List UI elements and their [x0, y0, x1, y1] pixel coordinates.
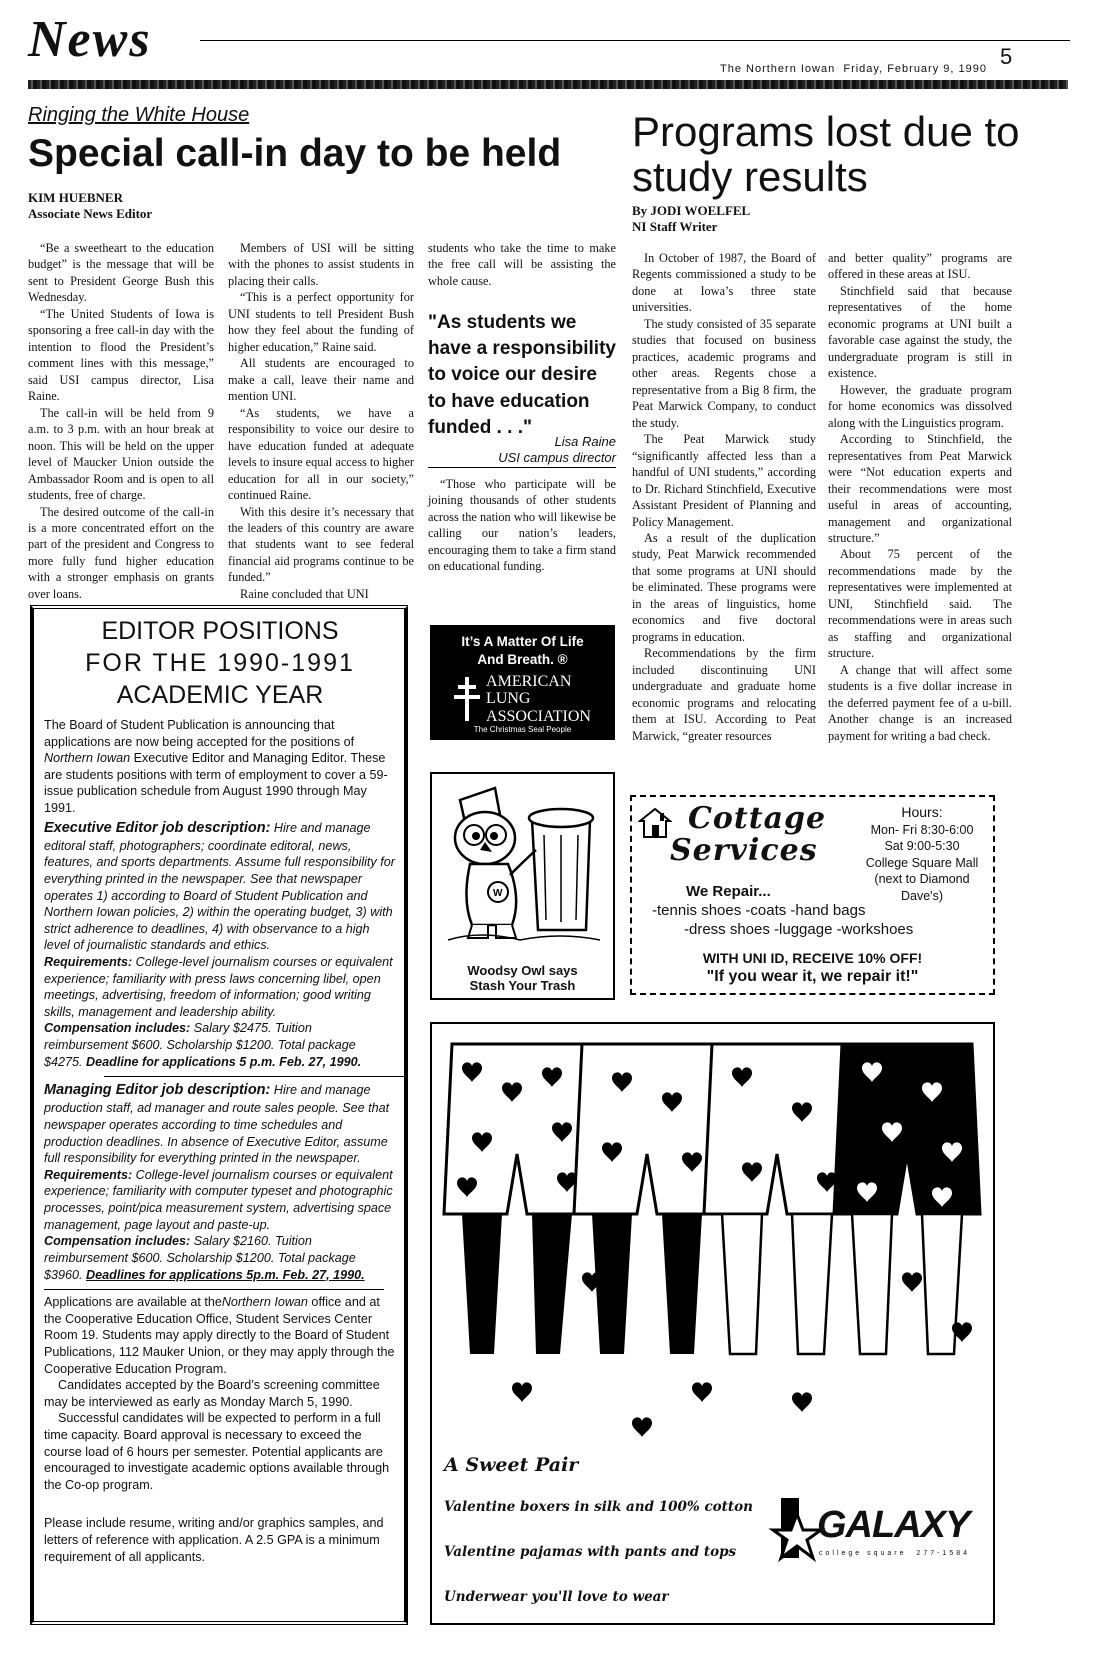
svg-text:W: W	[493, 888, 503, 899]
repair-items: -dress shoes -luggage -workshoes	[684, 920, 914, 938]
boxer-shorts-illustration	[432, 1024, 993, 1454]
label: Requirements:	[44, 955, 133, 970]
story-headline: Special call-in day to be held	[28, 132, 562, 175]
slogan: "If you wear it, we repair it!"	[706, 968, 919, 986]
deadline: Deadlines for applications 5p.m. Feb. 27, 1990.	[86, 1267, 365, 1282]
tagline-line: And Breath. ®	[477, 651, 568, 667]
paragraph: students who take the time to make the free call will be assisting the whole cause.	[428, 241, 616, 288]
editor-positions-ad	[30, 605, 408, 1625]
owl-caption	[432, 964, 613, 994]
exec-compensation	[44, 1020, 396, 1070]
ad-title-line: ACADEMIC YEAR	[116, 681, 324, 709]
text: Salary $2475. Tuition reimbursement $600. Scholarship $1200. Total package $4275.	[44, 1021, 356, 1069]
paragraph: Recommendations by the firm included discontinuing UNI undergraduate and graduate home economic programs and relocating them at ISU. According to Peat Marwick, “greater resources	[632, 646, 816, 743]
text: And Breath.	[477, 651, 554, 667]
hours-saturday: Sat 9:00-5:30	[884, 839, 960, 854]
repair-heading: We Repair...	[686, 883, 771, 900]
exec-requirements	[44, 954, 396, 1020]
resume-info: Please include resume, writing and/or graphics samples, and letters of reference with application. A 2.5 GPA is a minimum requirement of all applicants.	[44, 1516, 384, 1564]
logo-line: Cottage	[688, 801, 827, 836]
story-kicker: Ringing the White House	[28, 104, 250, 126]
exec-heading: Executive Editor job description:	[44, 819, 271, 836]
story-column-3	[428, 240, 616, 289]
programs-column-2	[828, 250, 1012, 744]
galaxy-valentine-ad	[430, 1022, 995, 1625]
offer: WITH UNI ID, RECEIVE 10% OFF!	[702, 950, 923, 966]
ala-tagline	[430, 633, 615, 668]
paragraph: “As students, we have a responsibility to voice our desire to have education funded at adequate levels to insure equal access to higher education for all in our society,” continued Raine.	[228, 405, 414, 503]
text: Salary $2160. Tuition reimbursement $600. Scholarship $1200. Total package $3960.	[44, 1234, 356, 1282]
label: Compensation includes:	[44, 1021, 191, 1036]
text: College-level journalism courses or equivalent experience; familiarity with computer typeset and photographic processes, point/pica measurement system, advertising space management, page layout and paste-up.	[44, 1167, 393, 1232]
label: Compensation includes:	[44, 1234, 191, 1249]
ala-name	[486, 673, 591, 725]
pull-quote-name: Lisa Raine	[554, 434, 616, 449]
paragraph: The desired outcome of the call-in is a more concentrated effort on the part of the president and Congress to more fully fund higher education with a stronger emphasis on grants over loans.	[28, 504, 214, 601]
location: College Square Mall	[865, 855, 979, 870]
programs-column-1	[632, 250, 816, 744]
issue-date: Friday, February 9, 1990	[843, 63, 987, 75]
ala-logo	[430, 673, 615, 725]
exec-description	[44, 819, 396, 954]
byline-title: NI Staff Writer	[632, 219, 718, 235]
caption-line: Stash Your Trash	[469, 978, 576, 994]
paragraph: In October of 1987, the Board of Regents commissioned a study to be done at Iowa’s three state universities.	[632, 251, 816, 315]
galaxy-logo	[767, 1496, 982, 1596]
galaxy-wordmark: GALAXY	[817, 1504, 970, 1546]
lung-association-ad	[430, 625, 615, 740]
divider	[104, 1076, 404, 1077]
masthead-bar	[28, 80, 1068, 89]
ala-subtitle: The Christmas Seal People	[473, 724, 572, 734]
cottage-services-ad	[630, 795, 995, 995]
paragraph: Raine concluded that UNI	[240, 586, 369, 601]
candidates-info: Candidates accepted by the Board’s screening committee may be interviewed as early as Monday March 5, 1990.	[44, 1378, 380, 1409]
woodsy-owl-ad	[430, 772, 615, 1000]
name-line: AMERICAN	[486, 673, 572, 691]
pull-quote-title: USI campus director	[498, 449, 616, 465]
galaxy-line-underwear: Underwear you'll love to wear	[444, 1589, 669, 1605]
successful-info: Successful candidates will be expected to perform in a full time capacity. Board approval is necessary to exceed the course load of 6 hours per semester. Potential applicants are encouraged to investigate academic options available through the Co-op program.	[44, 1411, 390, 1492]
ad-intro	[44, 717, 396, 817]
paragraph: The Peat Marwick study “significantly affected less than a handful of UNI students,” according to Dr. Richard Stinchfield, Executive Assistant President of Planning and Policy Management.	[632, 432, 816, 529]
pull-quote-rule	[428, 467, 616, 468]
text: Applications are available at the	[44, 1295, 222, 1310]
cottage-repairs	[652, 883, 982, 940]
location-note: (next to Diamond Dave's)	[874, 872, 970, 904]
byline-name: By JODI WOELFEL	[632, 203, 751, 218]
cottage-logo	[670, 803, 826, 866]
hours-label: Hours:	[901, 804, 943, 820]
paragraph: A change that will affect some students is a five dollar increase in the deferred payment fee of a u-bill. Another change is an increased payment for writing a bad check.	[828, 662, 1012, 743]
text: Hire and manage editoral staff, photographers; coordinate editoral, news, features, and sports departments. Assume full responsibility for everything printed in the newspaper. See that newspaper operates 1) according to Board of Student Publication and Northern Iowan policies, 2) within the operating budget, 3) with strict adherence to deadlines, 4) with observance to a high level of journalistic standards and ethics.	[44, 820, 395, 953]
divider	[44, 1289, 384, 1290]
paragraph: According to Stinchfield, the representatives from Peat Marwick were “Not education experts and their recommendations were most useful in areas of accounting, management and organizational structure.”	[828, 432, 1012, 545]
paragraph: “Those who participate will be joining thousands of other students across the nation who will likewise be calling our nation’s leaders, encouraging them to take a firm stand on educational funding.	[428, 477, 616, 574]
managing-heading: Managing Editor job description:	[44, 1082, 271, 1099]
galaxy-address	[819, 1550, 970, 1557]
paper-name: Northern Iowan	[221, 1295, 308, 1310]
pull-quote-attribution	[428, 434, 616, 465]
text: office and at the Cooperative Education Office, Student Services Center Room 19. Students may apply directly to the Board of Student Publications, 112 Mauker Union, or they may apply through the Cooperative Education Program.	[44, 1295, 395, 1376]
galaxy-headline: A Sweet Pair	[444, 1454, 579, 1476]
story-byline	[28, 190, 152, 223]
ad-title	[44, 615, 396, 711]
cottage-offer	[632, 949, 993, 988]
deadline: Deadline for applications 5 p.m. Feb. 27, 1990.	[86, 1054, 362, 1069]
paragraph: About 75 percent of the recommendations made by the representatives were implemented at UNI, Stinchfield said. The recommendations were in areas such as staffing and organizational structure.	[828, 547, 1012, 661]
paragraph: All students are encouraged to make a call, leave their name and mention UNI.	[228, 356, 414, 404]
byline-name: KIM HUEBNER	[28, 190, 123, 205]
caption-line: Woodsy Owl says	[467, 963, 578, 979]
paragraph: Stinchfield said that because representatives of the home economic programs at UNI built a favorable case against the study, the undergraduate program is still in existence.	[828, 283, 1012, 381]
phone: 277-1584	[916, 1550, 971, 1557]
byline-title: Associate News Editor	[28, 206, 153, 222]
ad-title-line: EDITOR POSITIONS	[101, 617, 339, 645]
address: college square	[819, 1550, 907, 1557]
text: Hire and manage production staff, ad manager and route sales people. See that newspaper operates according to time schedules and production deadlines. In absence of Executive Editor, assume full responsibility for everything printed in the newspaper.	[44, 1083, 390, 1166]
text: College-level journalism courses or equivalent experience; familiarity with press laws concerning libel, open meetings, advertising, freedom of information; good writing skills, management and leadership ability.	[44, 955, 393, 1019]
text: Executive Editor and Managing Editor. These are students positions with term of employment to cover a 59-issue publication schedule from August 1990 through May 1991.	[44, 751, 388, 816]
hours-weekday: Mon- Fri 8:30-6:00	[870, 822, 974, 837]
cottage-house-icon	[638, 807, 672, 839]
pull-quote: "As students we have a responsibility to voice our desire to have education funded . . ."	[428, 312, 616, 438]
galaxy-line-boxers: Valentine boxers in silk and 100% cotton	[444, 1499, 753, 1515]
apply-info	[44, 1294, 396, 1377]
logo-line: Services	[670, 832, 818, 868]
story-column-1	[28, 240, 214, 602]
woodsy-owl-illustration	[440, 780, 605, 945]
double-cross-icon	[454, 677, 480, 721]
managing-requirements	[44, 1167, 396, 1233]
ad-title-line: FOR THE 1990-1991	[85, 649, 355, 677]
paper-name: The Northern Iowan	[720, 63, 836, 75]
story-column-2	[228, 240, 414, 602]
masthead-rule	[200, 40, 1070, 41]
paragraph: The call-in will be held from 9 a.m. to 3 p.m. with an hour break at noon. This will be held on the upper level of Maucker Union outside the Ambassador Room and is open to all students, free of charge.	[28, 405, 214, 503]
paragraph: “The United Students of Iowa is sponsoring a free call-in day with the intention to flood the President’s comment lines with this message,” said USI campus director, Lisa Raine.	[28, 306, 214, 404]
tagline-line: It’s A Matter Of Life	[461, 634, 584, 649]
dateline	[720, 63, 987, 75]
galaxy-line-pajamas: Valentine pajamas with pants and tops	[444, 1544, 737, 1560]
label: Requirements:	[44, 1167, 133, 1182]
page-number: 5	[1000, 44, 1013, 69]
paragraph: “Be a sweetheart to the education budget” is the message that will be sent to President George Bush this Wednesday.	[28, 241, 214, 305]
name-line: ASSOCIATION	[486, 707, 591, 725]
paragraph: The study consisted of 35 separate studies that focused on business practices, academic programs and other areas. Regents chose a representative from a Big 8 firm, the Peat Marwick Company, to conduct the study.	[632, 316, 816, 430]
paragraph: “This is a perfect opportunity for UNI students to tell President Bush how they feel about the funding of higher education,” Raine said.	[228, 290, 414, 354]
managing-compensation	[44, 1233, 396, 1283]
paragraph: As a result of the duplication study, Peat Marwick recommended that some programs at UNI should be eliminated. These programs were in the areas of linguistics, home economics and five doctoral programs in education.	[632, 530, 816, 644]
paragraph: With this desire it’s necessary that the leaders of this country are aware that students want to see federal financial aid programs continue to be funded.”	[228, 504, 414, 585]
programs-headline: Programs lost due to study results	[632, 108, 1020, 200]
paragraph: and better quality” programs are offered in these areas at ISU.	[828, 251, 1012, 282]
paper-name: Northern Iowan	[44, 751, 131, 766]
managing-description	[44, 1081, 396, 1167]
text: The Board of Student Publication is announcing that applications are now being accepted for the positions of	[44, 718, 355, 749]
repair-items: -tennis shoes -coats -hand bags	[652, 901, 866, 919]
story-column-3-bottom	[428, 476, 616, 575]
paragraph: Members of USI will be sitting with the phones to assist students in placing their calls.	[228, 241, 414, 288]
name-line: LUNG	[486, 690, 531, 708]
section-title: News	[28, 11, 152, 68]
programs-byline	[632, 203, 750, 236]
paragraph: However, the graduate program for home economics was dissolved along with the Linguistics program.	[828, 382, 1012, 430]
